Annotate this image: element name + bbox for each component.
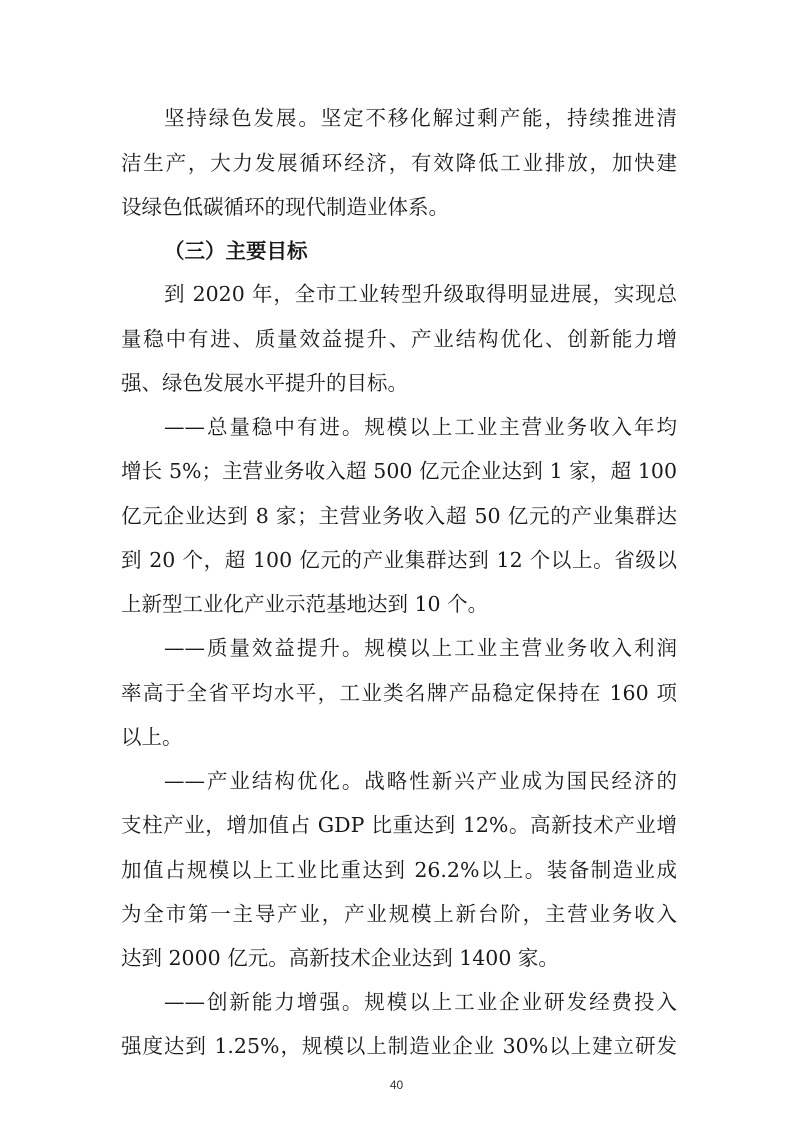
paragraph-line: ——总量稳中有进。规模以上工业主营业务收入年均 [164,415,677,439]
paragraph-line: 加值占规模以上工业比重达到 26.2%以上。装备制造业成 [121,858,677,882]
paragraph-line: 坚持绿色发展。坚定不移化解过剩产能，持续推进清 [164,106,677,130]
paragraph-line: 到 20 个，超 100 亿元的产业集群达到 12 个以上。省级以 [121,548,677,572]
paragraph-line: 上新型工业化产业示范基地达到 10 个。 [121,592,489,616]
section-heading: （三）主要目标 [164,239,308,263]
paragraph-line: ——质量效益提升。规模以上工业主营业务收入利润 [164,636,677,660]
paragraph-line: 亿元企业达到 8 家；主营业务收入超 50 亿元的产业集群达 [121,504,677,528]
paragraph-line: 洁生产，大力发展循环经济，有效降低工业排放，加快建 [121,151,677,175]
paragraph-line: 到 2020 年，全市工业转型升级取得明显进展，实现总 [164,282,677,306]
paragraph-line: 设绿色低碳循环的现代制造业体系。 [121,195,449,219]
paragraph-line: 率高于全省平均水平，工业类名牌产品稳定保持在 160 项 [121,681,677,705]
paragraph-line: 以上。 [121,725,183,749]
paragraph-line: 量稳中有进、质量效益提升、产业结构优化、创新能力增 [121,327,677,351]
page-number: 40 [389,1078,404,1092]
paragraph-line: 强度达到 1.25%，规模以上制造业企业 30%以上建立研发 [121,1034,677,1058]
paragraph-line: 强、绿色发展水平提升的目标。 [121,371,408,395]
paragraph-line: ——创新能力增强。规模以上工业企业研发经费投入 [164,990,677,1014]
paragraph-line: 达到 2000 亿元。高新技术企业达到 1400 家。 [121,946,559,970]
paragraph-line: 支柱产业，增加值占 GDP 比重达到 12%。高新技术产业增 [121,813,677,837]
paragraph-line: ——产业结构优化。战略性新兴产业成为国民经济的 [164,769,677,793]
paragraph-line: 为全市第一主导产业，产业规模上新台阶，主营业务收入 [121,902,677,926]
paragraph-line: 增长 5%；主营业务收入超 500 亿元企业达到 1 家，超 100 [121,459,677,483]
